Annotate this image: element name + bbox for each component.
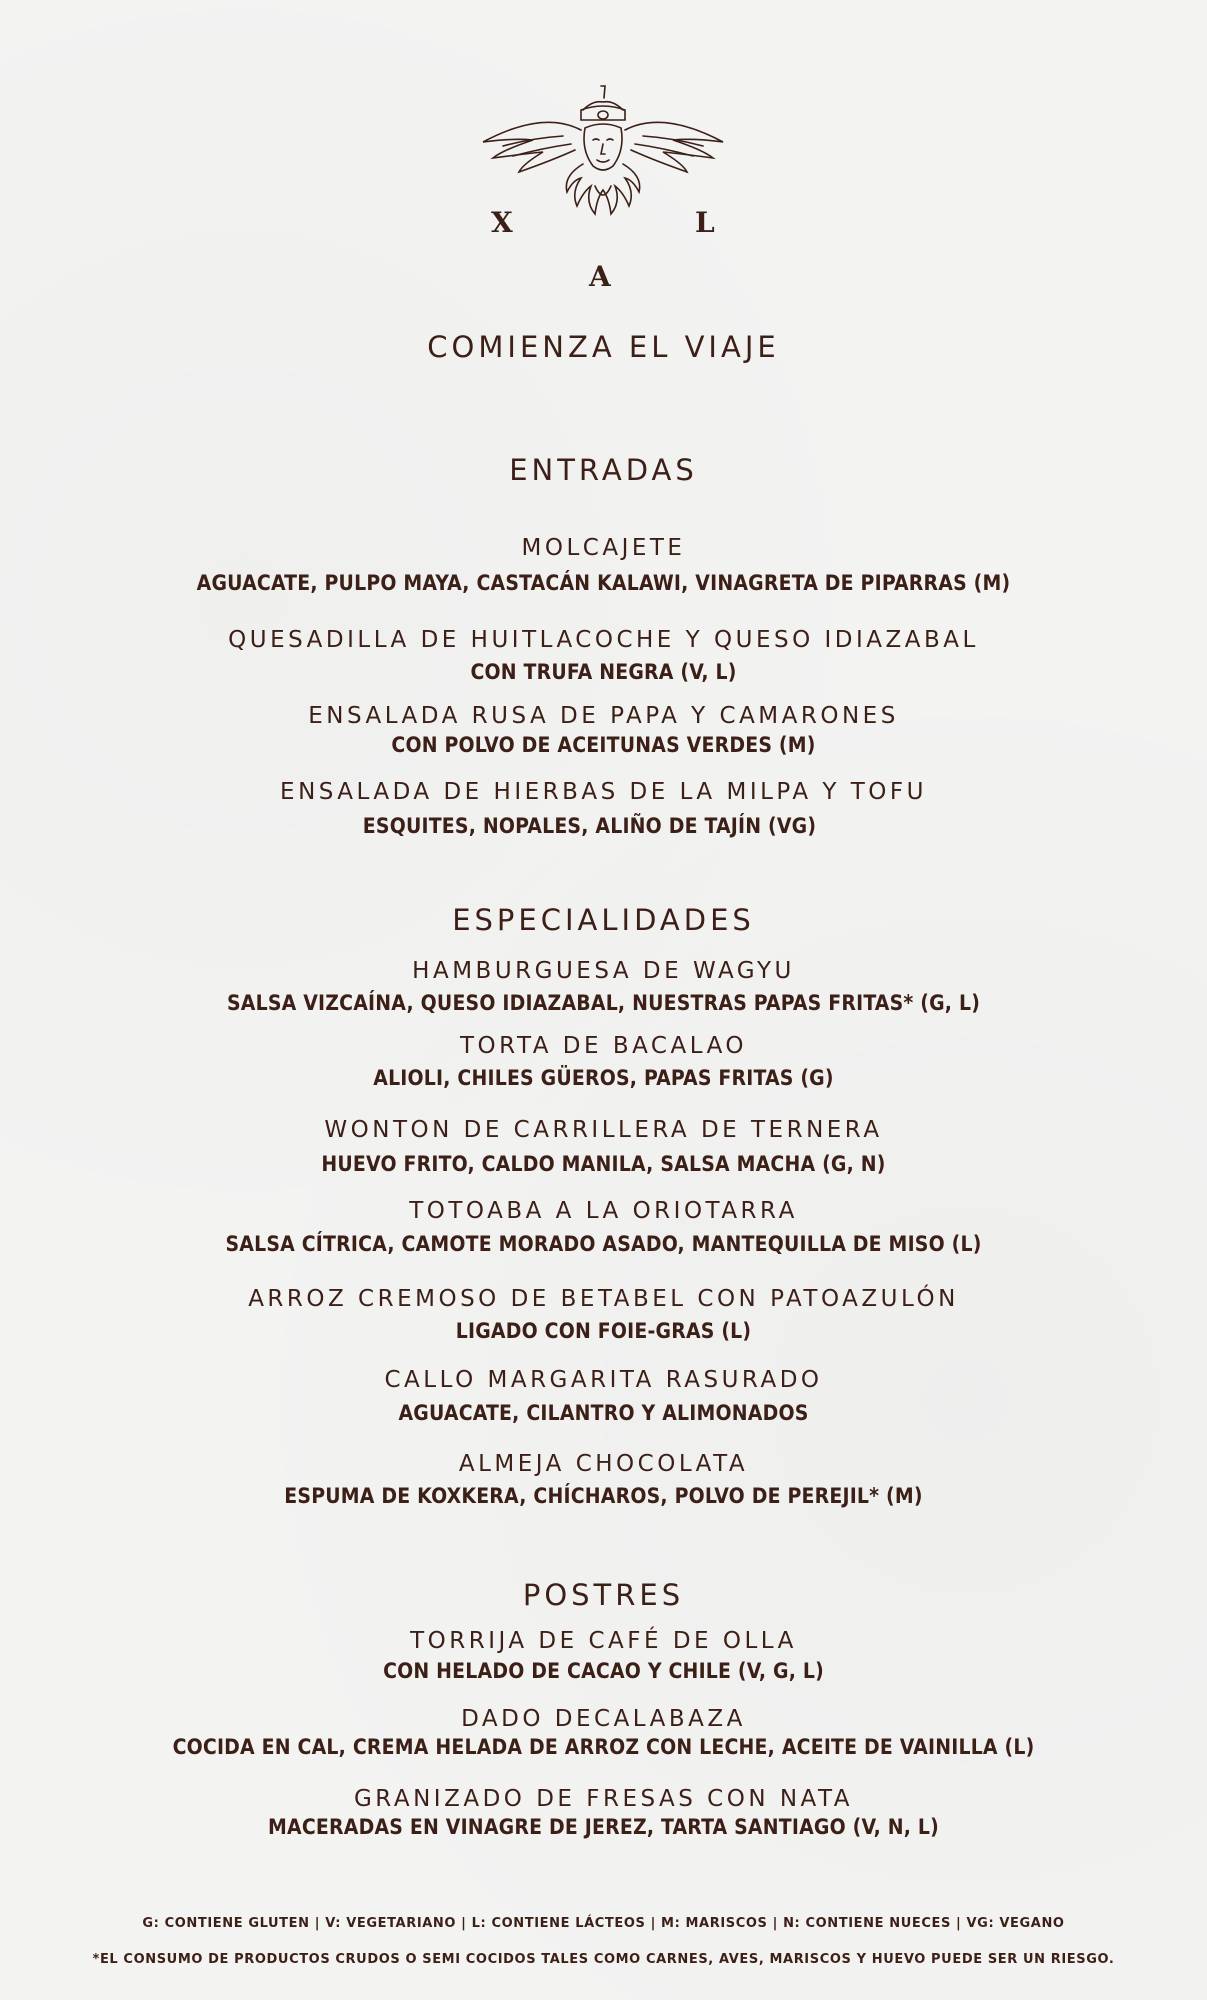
section-title-especialidades: ESPECIALIDADES [452,903,755,937]
item-name: WONTON DE CARRILLERA DE TERNERA [324,1117,883,1143]
item-description: AGUACATE, CILANTRO Y ALIMONADOS [398,1401,809,1425]
item-name: ARROZ CREMOSO DE BETABEL CON PATOAZULÓN [248,1286,959,1312]
logo-letter-l: L [695,206,715,239]
item-description: HUEVO FRITO, CALDO MANILA, SALSA MACHA (G, N) [321,1152,886,1176]
item-name: HAMBURGUESA DE WAGYU [412,958,795,984]
item-description: AGUACATE, PULPO MAYA, CASTACÁN KALAWI, VINAGRETA DE PIPARRAS (M) [196,571,1011,595]
item-description: SALSA CÍTRICA, CAMOTE MORADO ASADO, MANTEQUILLA DE MISO (L) [225,1232,982,1256]
item-name: MOLCAJETE [521,535,686,561]
item-description: COCIDA EN CAL, CREMA HELADA DE ARROZ CON LECHE, ACEITE DE VAINILLA (L) [172,1735,1035,1759]
item-name: ALMEJA CHOCOLATA [458,1451,749,1477]
item-name: TORRIJA DE CAFÉ DE OLLA [410,1628,797,1654]
item-name: GRANIZADO DE FRESAS CON NATA [353,1786,853,1812]
logo-letter-a: A [589,260,611,293]
raw-food-disclaimer: *EL CONSUMO DE PRODUCTOS CRUDOS O SEMI COCIDOS TALES COMO CARNES, AVES, MARISCOS Y HUEVO PUEDE SER UN RIESGO. [92,1952,1115,1967]
item-description: ALIOLI, CHILES GÜEROS, PAPAS FRITAS (G) [373,1066,834,1090]
item-name: TORTA DE BACALAO [460,1033,747,1059]
restaurant-logo [463,80,743,300]
item-description: CON POLVO DE ACEITUNAS VERDES (M) [391,733,816,757]
item-name: DADO DECALABAZA [461,1706,746,1732]
item-description: MACERADAS EN VINAGRE DE JEREZ, TARTA SANTIAGO (V, N, L) [268,1815,939,1839]
item-description: ESPUMA DE KOXKERA, CHÍCHAROS, POLVO DE PEREJIL* (M) [284,1484,923,1508]
item-description: SALSA VIZCAÍNA, QUESO IDIAZABAL, NUESTRAS PAPAS FRITAS* (G, L) [226,991,981,1015]
item-name: CALLO MARGARITA RASURADO [384,1367,823,1393]
section-title-entradas: ENTRADAS [509,453,698,487]
item-description: ESQUITES, NOPALES, ALIÑO DE TAJÍN (VG) [362,814,817,838]
item-name: ENSALADA RUSA DE PAPA Y CAMARONES [308,703,899,729]
item-name: TOTOABA A LA ORIOTARRA [409,1198,798,1224]
item-description: CON TRUFA NEGRA (V, L) [470,660,737,684]
menu-title: COMIENZA EL VIAJE [427,330,780,364]
item-description: LIGADO CON FOIE-GRAS (L) [455,1319,752,1343]
section-title-postres: POSTRES [522,1578,685,1612]
item-description: CON HELADO DE CACAO Y CHILE (V, G, L) [383,1659,824,1683]
item-name: QUESADILLA DE HUITLACOCHE Y QUESO IDIAZABAL [228,627,979,653]
allergen-legend: G: CONTIENE GLUTEN | V: VEGETARIANO | L: CONTIENE LÁCTEOS | M: MARISCOS | N: CONTIENE NUECES | VG: VEGANO [142,1916,1065,1931]
logo-letter-x: X [491,206,513,239]
item-name: ENSALADA DE HIERBAS DE LA MILPA Y TOFU [280,779,927,805]
